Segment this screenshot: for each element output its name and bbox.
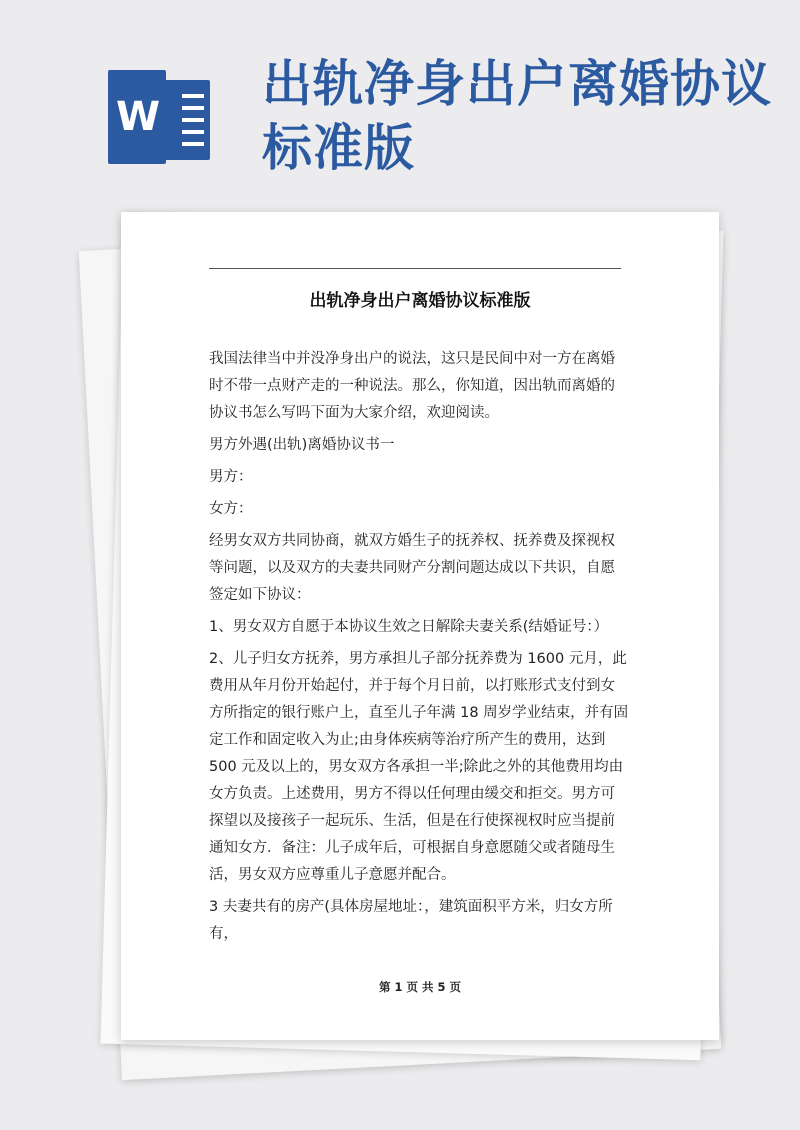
word-icon-letter: W [108,70,166,164]
document-page [121,212,719,1040]
word-document-icon [108,70,218,166]
header-rule [209,268,621,269]
paragraph: 女方： [209,501,253,517]
paragraph: 男方外遇(出轨)离婚协议书一 [209,437,395,453]
document-title: 出轨净身出户离婚协议标准版 [309,291,531,311]
paragraph: 3 夫妻共有的房产(具体房屋地址：，建筑面积平方米，归女方所有， [209,899,613,942]
paragraph: 2、儿子归女方抚养，男方承担儿子部分抚养费为 1600 元月，此费用从年月份开始起付，并于每个月日前，以打账形式支付到女方所指定的银行账户上，直至儿子年满 18 周岁学业结束，并有固定工作和固定收入为止;由身体疾病等治疗所产生的费用，达到 500 元及以上的，男女双方各承担一半;除此之外的其他费用均由女方负责。上述费用，男方不得以任何理由缓交和拒交。男方可探望以及接孩子一起玩乐、生活，但是在行使探视权时应当提前通知女方．备注：儿子成年后，可根据自身意愿随父或者随母生活，男女双方应尊重儿子意愿并配合。 [209,651,629,883]
paragraph: 男方： [209,469,253,485]
banner-title: 出轨净身出户离婚协议标准版 [262,55,772,177]
paragraph: 经男女双方共同协商，就双方婚生子的抚养权、抚养费及探视权等问题，以及双方的夫妻共同财产分割问题达成以下共识，自愿签定如下协议： [209,533,615,603]
paragraph: 1、男女双方自愿于本协议生效之日解除夫妻关系(结婚证号：） [209,619,609,635]
paragraph: 我国法律当中并没净身出户的说法，这只是民间中对一方在离婚时不带一点财产走的一种说法。那么，你知道，因出轨而离婚的协议书怎么写吗下面为大家介绍，欢迎阅读。 [209,351,615,421]
document-body [209,346,629,953]
page-number: 第 1 页 共 5 页 [378,980,462,994]
